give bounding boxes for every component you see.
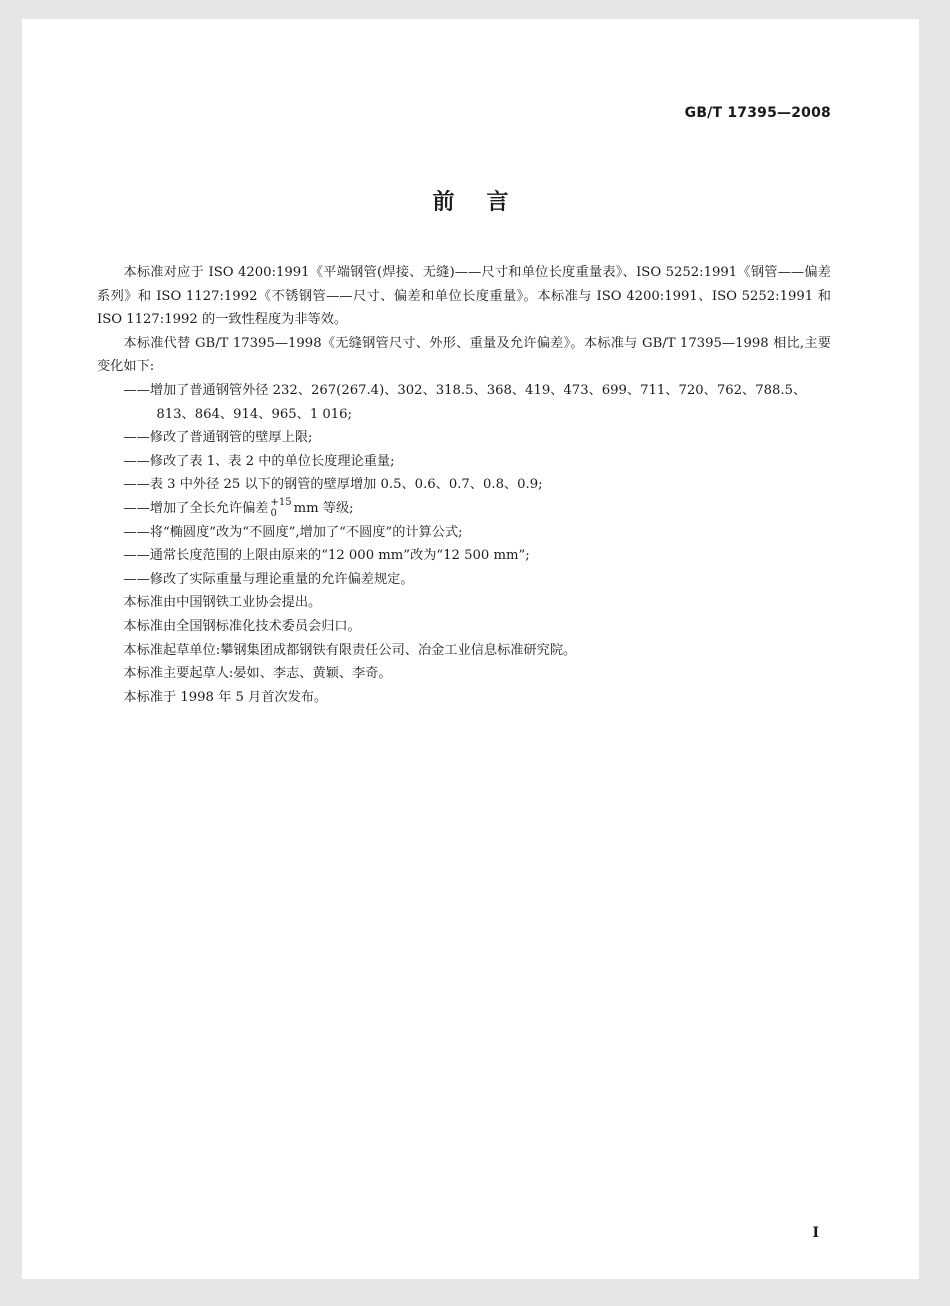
closing-first-issue: 本标准于 1998 年 5 月首次发布。 (123, 689, 328, 705)
change-item-wall-thickness: ——修改了普通钢管的壁厚上限; (123, 430, 313, 446)
tolerance-text-after: mm 等级; (293, 500, 354, 516)
standard-number: GB/T 17395—2008 (684, 105, 831, 121)
tolerance-text-before: ——增加了全长允许偏差 (123, 500, 269, 516)
change-item-weight-deviation: ——修改了实际重量与理论重量的允许偏差规定。 (123, 571, 414, 587)
change-item-length-tolerance (97, 497, 831, 521)
closing-drafters: 本标准主要起草人:晏如、李志、黄颖、李奇。 (123, 666, 392, 682)
document-page (22, 19, 919, 1279)
change-item-outer-diameter (97, 379, 831, 426)
tolerance-lower: 0 (270, 508, 277, 520)
change-item-continuation: 813、864、914、965、1 016; (156, 406, 353, 422)
paragraph-correspondence: 本标准对应于 ISO 4200:1991《平端钢管(焊接、无缝)——尺寸和单位长度重量表》、ISO 5252:1991《钢管——偏差系列》和 ISO 1127:1992《不锈钢管——尺寸、偏差和单位长度重量》。本标准与 ISO 4200:1991、ISO 5252:1991 和 ISO 1127:1992 的一致性程度为非等效。 (97, 265, 831, 328)
tolerance-notation (270, 497, 291, 519)
page-title: 前言 (432, 190, 541, 215)
change-item-length-range: ——通常长度范围的上限由原来的“12 000 mm”改为“12 500 mm”; (123, 548, 530, 564)
change-item-roundness: ——将“椭圆度”改为“不圆度”,增加了“不圆度”的计算公式; (123, 524, 463, 540)
foreword-body (97, 261, 831, 709)
paragraph-replacement: 本标准代替 GB/T 17395—1998《无缝钢管尺寸、外形、重量及允许偏差》。本标准与 GB/T 17395—1998 相比,主要变化如下: (97, 335, 831, 375)
page-number: I (812, 1225, 819, 1241)
change-item-table3: ——表 3 中外径 25 以下的钢管的壁厚增加 0.5、0.6、0.7、0.8、0.9; (123, 477, 543, 493)
change-item-weight: ——修改了表 1、表 2 中的单位长度理论重量; (123, 453, 395, 469)
closing-drafting-units: 本标准起草单位:攀钢集团成都钢铁有限责任公司、冶金工业信息标准研究院。 (123, 642, 577, 658)
closing-committee: 本标准由全国钢标准化技术委员会归口。 (123, 618, 361, 634)
change-item-line: ——增加了普通钢管外径 232、267(267.4)、302、318.5、368、419、473、699、711、720、762、788.5、 (123, 382, 807, 398)
tolerance-upper: +15 (270, 497, 292, 509)
closing-proposer: 本标准由中国钢铁工业协会提出。 (123, 595, 322, 611)
